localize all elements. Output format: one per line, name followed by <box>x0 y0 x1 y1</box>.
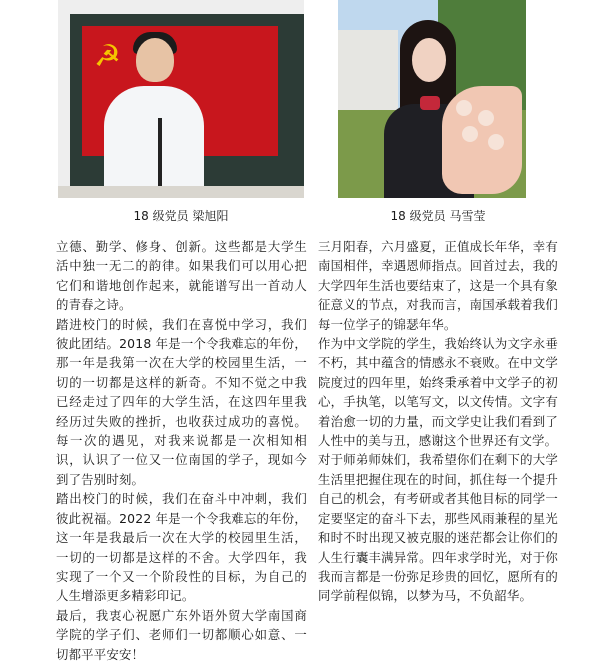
rose-icon <box>456 100 472 116</box>
paragraph: 对于师弟师妹们，我希望你们在剩下的大学生活里把握住现在的时间，抓住每一个提升自己的机会，有考研或者其他目标的同学一定要坚定的奋斗下去，那些风雨兼程的星光和时不时出现又被克服的迷茫都会让你们的人生行囊丰满异常。四年求学时光，对于你我而言都是一份弥足珍贵的回忆，愿所有的同学前程似锦，以梦为马，不负韶华。 <box>318 452 558 604</box>
paragraph: 踏出校门的时候，我们在奋斗中冲刺，我们彼此祝福。2022 年是一个令我难忘的年份，这一年是我最后一次在大学的校园里生活，一切的一切都是这样的不舍。大学四年，我实现了一个又一个阶段性的目标，为自己的人生增添更多精彩印记。 <box>56 491 307 604</box>
paragraph: 立德、勤学、修身、创新。这些都是大学生活中独一无二的韵律。如果我们可以用心把它们和谐地创作起来，就能谱写出一首动人的青春之诗。 <box>56 239 307 313</box>
hammer-sickle-icon: ☭ <box>94 39 121 74</box>
building <box>338 30 398 110</box>
photo-liang-xuyang <box>58 0 304 198</box>
person-face <box>136 38 174 82</box>
rose-icon <box>462 126 478 142</box>
person-shirt <box>104 86 204 198</box>
photo-ma-xueying <box>338 0 526 198</box>
article-text <box>318 237 558 606</box>
article-text <box>55 237 307 664</box>
photo-caption: 18 级党员 梁旭阳 <box>133 209 229 223</box>
flower-bouquet <box>442 86 522 194</box>
right-column <box>318 0 558 606</box>
rose-icon <box>478 110 494 126</box>
photo-caption: 18 级党员 马雪莹 <box>390 209 486 223</box>
paragraph: 踏进校门的时候，我们在喜悦中学习，我们彼此团结。2018 年是一个令我难忘的年份，那一年是我第一次在大学的校园里生活，一切的一切都是这样的新奇。不知不觉之中我已经走过了四年的大学生活，在这四年里我经历过失败的挫折，也收获过成功的喜悦。每一次的遇见，对我来说都是一次相知相识，认识了一位又一位南国的学子，现如今到了告别时刻。 <box>56 316 307 487</box>
bow-tie <box>420 96 440 110</box>
floor <box>58 186 304 198</box>
paragraph: 作为中文学院的学生，我始终认为文字永垂不朽，其中蕴含的情感永不衰败。在中文学院度过的四年里，始终秉承着中文学子的初心，手执笔，以笔写文，以文传情。文字有着治愈一切的力量，而文学史让我们看到了人性中的美与丑，感谢这个世界还有文学。 <box>318 336 558 449</box>
paragraph: 三月阳春，六月盛夏，正值成长年华，幸有南国相伴，幸遇恩师指点。回首过去，我的大学四年生活也要结束了，这是一个具有象征意义的节点，对我而言，南国承载着我们每一位学子的锦瑟年华。 <box>318 239 558 332</box>
left-column <box>55 0 307 664</box>
person-face <box>412 38 446 82</box>
paragraph: 最后，我衷心祝愿广东外语外贸大学南国商学院的学子们、老师们一切都顺心如意、一切都平平安安！ <box>56 607 307 662</box>
rose-icon <box>488 134 504 150</box>
